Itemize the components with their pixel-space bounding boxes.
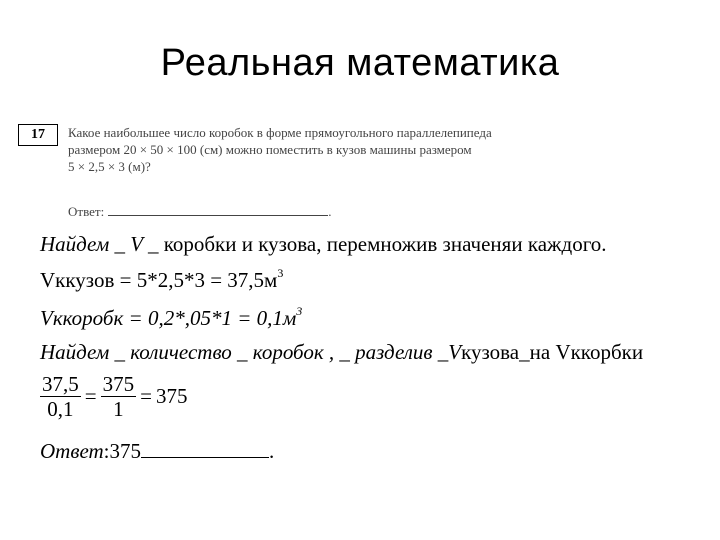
equals-sign-2: = xyxy=(140,384,152,408)
final-answer-label: Ответ xyxy=(40,439,104,463)
solution-line-1 xyxy=(40,234,607,255)
fraction-1-denominator: 0,1 xyxy=(47,397,74,421)
solution-line-4-italic: Найдем _ количество _ коробок , _ разделив _V xyxy=(40,340,462,364)
fraction-2-denominator: 1 xyxy=(113,397,124,421)
volume-body-exponent: 3 xyxy=(277,266,284,280)
equals-sign-1: = xyxy=(84,384,97,408)
final-answer-blank xyxy=(141,440,269,458)
fraction-1-numerator: 37,5 xyxy=(42,372,79,396)
volume-box-exponent: 3 xyxy=(296,304,303,318)
volume-body-text: Vккузов = 5*2,5*3 = 37,5м xyxy=(40,268,278,292)
final-answer-dot: . xyxy=(269,439,275,463)
task-statement xyxy=(68,124,628,175)
solution-line-2 xyxy=(40,266,284,292)
solution-line-1-italic: Найдем _ V _ xyxy=(40,232,159,256)
fraction-2-numerator: 375 xyxy=(102,372,135,396)
volume-box-text: Vккоробк = 0,2*,05*1 = 0,1м xyxy=(40,306,297,330)
solution-line-3 xyxy=(40,304,303,330)
task-number: 17 xyxy=(18,124,58,146)
final-answer-value: :375 xyxy=(103,439,141,463)
task-line-3: 5 × 2,5 × 3 (м)? xyxy=(68,159,151,174)
task-line-1: Какое наибольшее число коробок в форме прямоугольного параллелепипеда xyxy=(68,125,492,140)
task-answer-dot: . xyxy=(328,204,332,219)
solution-line-6 xyxy=(40,440,274,462)
division-result: 375 xyxy=(155,384,188,408)
slide-title: Реальная математика xyxy=(160,42,560,84)
solution-line-4-text: кузова_на Vккорбки xyxy=(461,340,644,364)
task-answer-blank xyxy=(108,203,328,216)
solution-line-5 xyxy=(40,372,191,421)
solution-line-1-text: коробки и кузова, перемножив значеняи каждого. xyxy=(158,232,607,256)
fraction-1 xyxy=(40,372,81,421)
solution-line-4 xyxy=(40,342,643,363)
fraction-2 xyxy=(101,372,137,421)
task-answer-label: Ответ: xyxy=(68,204,105,219)
task-answer xyxy=(68,203,331,220)
task-line-2: размером 20 × 50 × 100 (см) можно поместить в кузов машины размером xyxy=(68,142,472,157)
